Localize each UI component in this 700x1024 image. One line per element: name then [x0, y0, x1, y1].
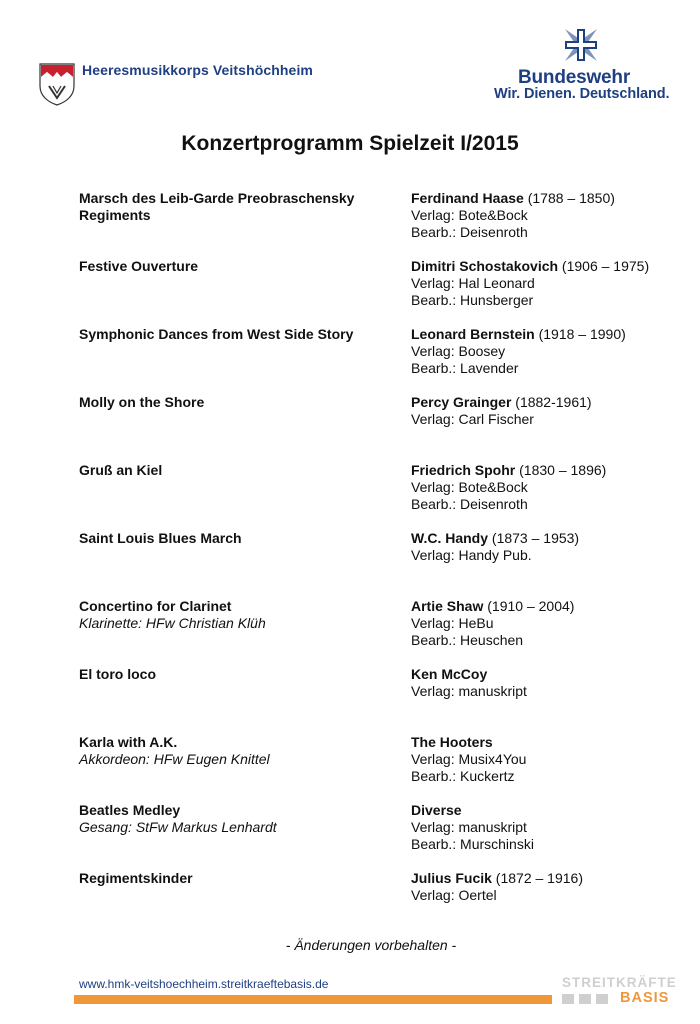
- composer-name: Percy Grainger: [411, 394, 512, 410]
- publisher: Verlag: Musix4You: [411, 751, 527, 767]
- composer-column: [411, 326, 681, 377]
- arranger: Bearb.: Murschinski: [411, 836, 534, 852]
- composer-name: The Hooters: [411, 734, 493, 750]
- composer-column: [411, 258, 681, 309]
- piece-title: Beatles Medley: [79, 802, 181, 818]
- publisher: Verlag: HeBu: [411, 615, 494, 631]
- composer-name: Friedrich Spohr: [411, 462, 516, 478]
- piece-column: [79, 190, 389, 224]
- footer-accent-bar: [74, 995, 552, 1004]
- iron-cross-icon: [564, 28, 598, 62]
- piece-column: [79, 870, 389, 887]
- composer-years: (1906 – 1975): [558, 258, 650, 274]
- composer-column: [411, 394, 681, 428]
- piece-title: Gruß an Kiel: [79, 462, 163, 478]
- arranger: Bearb.: Deisenroth: [411, 224, 528, 240]
- publisher: Verlag: Bote&Bock: [411, 479, 528, 495]
- publisher: Verlag: Handy Pub.: [411, 547, 532, 563]
- piece-title: Symphonic Dances from West Side Story: [79, 326, 354, 342]
- publisher: Verlag: Carl Fischer: [411, 411, 534, 427]
- streitkraefte-wordmark: STREITKRÄFTE: [562, 975, 677, 990]
- arranger: Bearb.: Kuckertz: [411, 768, 515, 784]
- piece-title: Karla with A.K.: [79, 734, 178, 750]
- arranger: Bearb.: Deisenroth: [411, 496, 528, 512]
- composer-years: (1872 – 1916): [491, 870, 583, 886]
- piece-title: Concertino for Clarinet: [79, 598, 232, 614]
- soloist: Gesang: StFw Markus Lenhardt: [79, 819, 277, 835]
- publisher: Verlag: Bote&Bock: [411, 207, 528, 223]
- piece-column: [79, 802, 389, 836]
- piece-column: [79, 462, 389, 479]
- composer-name: W.C. Handy: [411, 530, 489, 546]
- piece-title: El toro loco: [79, 666, 156, 682]
- publisher: Verlag: Hal Leonard: [411, 275, 535, 291]
- bundeswehr-wordmark: Bundeswehr: [518, 67, 631, 88]
- composer-column: [411, 734, 681, 785]
- composer-name: Julius Fucik: [411, 870, 492, 886]
- piece-column: [79, 258, 389, 275]
- arranger: Bearb.: Lavender: [411, 360, 519, 376]
- changes-note: - Änderungen vorbehalten -: [285, 937, 457, 953]
- piece-title: Molly on the Shore: [79, 394, 205, 410]
- composer-name: Artie Shaw: [411, 598, 484, 614]
- publisher: Verlag: manuskript: [411, 819, 527, 835]
- publisher: Verlag: Oertel: [411, 887, 497, 903]
- composer-name: Leonard Bernstein: [411, 326, 535, 342]
- composer-column: [411, 598, 681, 649]
- composer-years: (1918 – 1990): [534, 326, 626, 342]
- arranger: Bearb.: Heuschen: [411, 632, 524, 648]
- corps-name: Heeresmusikkorps Veitshöchheim: [82, 62, 313, 78]
- soloist: Klarinette: HFw Christian Klüh: [79, 615, 266, 631]
- composer-years: (1882-1961): [511, 394, 592, 410]
- composer-column: [411, 462, 681, 513]
- composer-column: [411, 802, 681, 853]
- piece-column: [79, 734, 389, 768]
- composer-name: Ferdinand Haase: [411, 190, 524, 206]
- composer-name: Ken McCoy: [411, 666, 488, 682]
- piece-title: Marsch des Leib-Garde Preobraschensky Regiments: [79, 190, 355, 223]
- composer-years: (1910 – 2004): [483, 598, 575, 614]
- composer-column: [411, 530, 681, 564]
- piece-title: Festive Ouverture: [79, 258, 199, 274]
- piece-title: Regimentskinder: [79, 870, 193, 886]
- piece-title: Saint Louis Blues March: [79, 530, 242, 546]
- composer-name: Diverse: [411, 802, 462, 818]
- publisher: Verlag: Boosey: [411, 343, 506, 359]
- composer-column: [411, 190, 681, 241]
- composer-column: [411, 666, 681, 700]
- piece-column: [79, 326, 389, 343]
- publisher: Verlag: manuskript: [411, 683, 527, 699]
- piece-column: [79, 394, 389, 411]
- soloist: Akkordeon: HFw Eugen Knittel: [79, 751, 270, 767]
- composer-name: Dimitri Schostakovich: [411, 258, 559, 274]
- heeresmusikkorps-crest-logo: [38, 62, 76, 106]
- bundeswehr-slogan: Wir. Dienen. Deutschland.: [494, 86, 670, 102]
- piece-column: [79, 666, 389, 683]
- composer-years: (1788 – 1850): [523, 190, 615, 206]
- composer-years: (1873 – 1953): [488, 530, 580, 546]
- website-link[interactable]: www.hmk-veitshoechheim.streitkraeftebasis.de: [79, 977, 329, 991]
- piece-column: [79, 598, 389, 632]
- composer-column: [411, 870, 681, 904]
- piece-column: [79, 530, 389, 547]
- composer-years: (1830 – 1896): [515, 462, 607, 478]
- basis-wordmark: BASIS: [620, 990, 670, 1006]
- streitkraefte-squares-icon: [562, 993, 612, 1005]
- page-title: Konzertprogramm Spielzeit I/2015: [181, 132, 519, 155]
- arranger: Bearb.: Hunsberger: [411, 292, 534, 308]
